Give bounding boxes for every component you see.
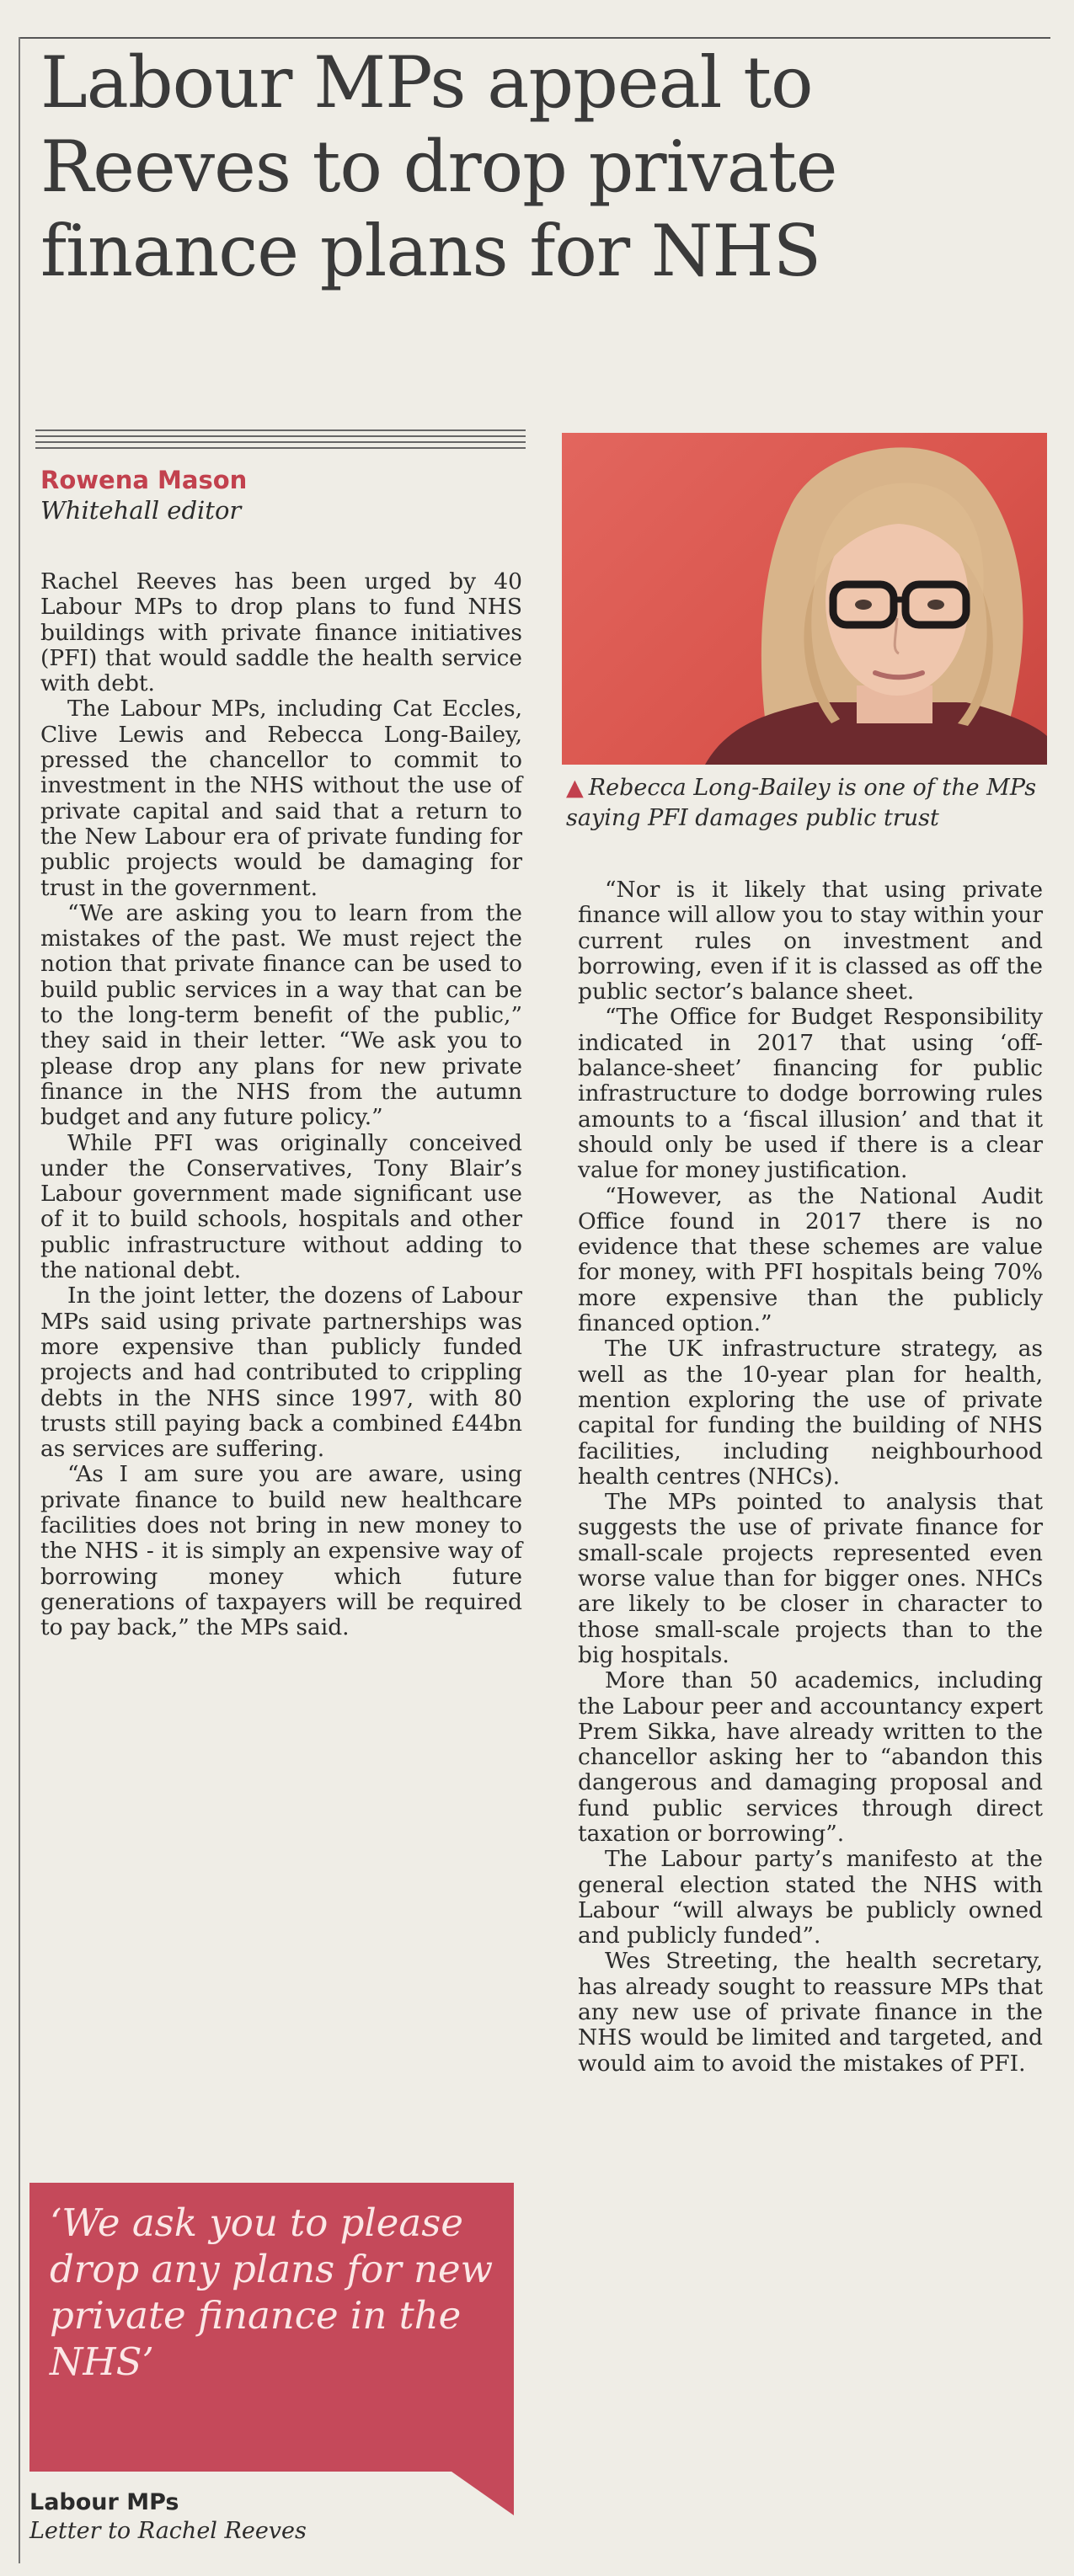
author-role: Whitehall editor <box>40 496 242 525</box>
author-name: Rowena Mason <box>40 466 248 494</box>
pullquote-attribution <box>29 2488 468 2546</box>
pullquote-attribution-source: Letter to Rachel Reeves <box>29 2518 307 2544</box>
paragraph: “Nor is it likely that using private finance will allow you to stay within your current rules on investment and borrowing, even if it is classed as off the public sector’s balance sheet. <box>578 877 1043 1005</box>
paragraph: The Labour MPs, including Cat Eccles, Clive Lewis and Rebecca Long-Bailey, pressed the chancellor to commit to investment in the NHS without the use of private capital and said that a return to the New Labour era of private funding for public projects would be damaging for trust in the government. <box>40 696 522 901</box>
portrait-image <box>562 433 1047 765</box>
headline: Labour MPs appeal to Reeves to drop private finance plans for NHS <box>40 41 837 292</box>
article-column-left <box>40 569 522 1640</box>
photo-caption <box>566 773 1043 834</box>
paragraph: “The Office for Budget Responsibility indicated in 2017 that using ‘off-balance-sheet’ financing for public infrastructure to dodge borrowing rules amounts to a ‘fiscal illusion’ and that it should only be used if there is a clear value for money justification. <box>578 1004 1043 1184</box>
paragraph: Wes Streeting, the health secretary, has already sought to reassure MPs that any new use of private finance in the NHS would be limited and targeted, and would aim to avoid the mistakes of PFI. <box>578 1948 1043 2077</box>
paragraph: “As I am sure you are aware, using private finance to build new healthcare facilities does not bring in new money to the NHS - it is simply an expensive way of borrowing money which future generations of taxpayers will be required to pay back,” the MPs said. <box>40 1461 522 1641</box>
byline-rules <box>35 429 526 451</box>
paragraph: “However, as the National Audit Office found in 2017 there is no evidence that these schemes are value for money, with PFI hospitals being 70% more expensive than the publicly financed option.” <box>578 1182 1043 1337</box>
pullquote-text: ‘We ask you to please drop any plans for new private finance in the NHS’ <box>50 2200 494 2384</box>
byline <box>40 465 512 525</box>
caption-triangle-icon: ▲ <box>566 775 584 801</box>
paragraph: In the joint letter, the dozens of Labour MPs said using private partnerships was more expensive than publicly funded projects and had contributed to crippling debts in the NHS since 1997, with 80 trusts still paying back a combined £44bn as services are suffering. <box>40 1283 522 1463</box>
paragraph: Rachel Reeves has been urged by 40 Labour MPs to drop plans to fund NHS buildings with private finance initiatives (PFI) that would saddle the health service with debt. <box>40 568 522 697</box>
article-column-right <box>578 877 1043 2077</box>
paragraph: While PFI was originally conceived under the Conservatives, Tony Blair’s Labour government made significant use of it to build schools, hospitals and other public infrastructure without adding to the national debt. <box>40 1129 522 1284</box>
pullquote-attribution-name: Labour MPs <box>29 2489 179 2515</box>
left-rule <box>19 37 20 2563</box>
paragraph: “We are asking you to learn from the mistakes of the past. We must reject the notion that private finance can be used to build public services in a way that can be to the long-term benefit of the public,” they said in their letter. “We ask you to please drop any plans for new private finance in the NHS from the autumn budget and any future policy.” <box>40 899 522 1131</box>
pullquote-box <box>29 2183 514 2472</box>
caption-text: Rebecca Long-Bailey is one of the MPs saying PFI damages public trust <box>566 775 1037 831</box>
paragraph: The Labour party’s manifesto at the general election stated the NHS with Labour “will always be publicly owned and publicly funded”. <box>578 1846 1043 1949</box>
paragraph: The UK infrastructure strategy, as well as the 10-year plan for health, mention exploring the use of private capital for funding the building of NHS facilities, including neighbourhood health centres (NHCs). <box>578 1336 1043 1490</box>
article-photo <box>562 433 1047 765</box>
paragraph: More than 50 academics, including the Labour peer and accountancy expert Prem Sikka, have already written to the chancellor asking her to “abandon this dangerous and damaging proposal and fund public services through direct taxation or borrowing”. <box>578 1667 1043 1847</box>
top-rule <box>19 37 1050 39</box>
paragraph: The MPs pointed to analysis that suggests the use of private finance for small-scale projects represented even worse value than for bigger ones. NHCs are likely to be closer in character to those small-scale projects than to the big hospitals. <box>578 1489 1043 1668</box>
